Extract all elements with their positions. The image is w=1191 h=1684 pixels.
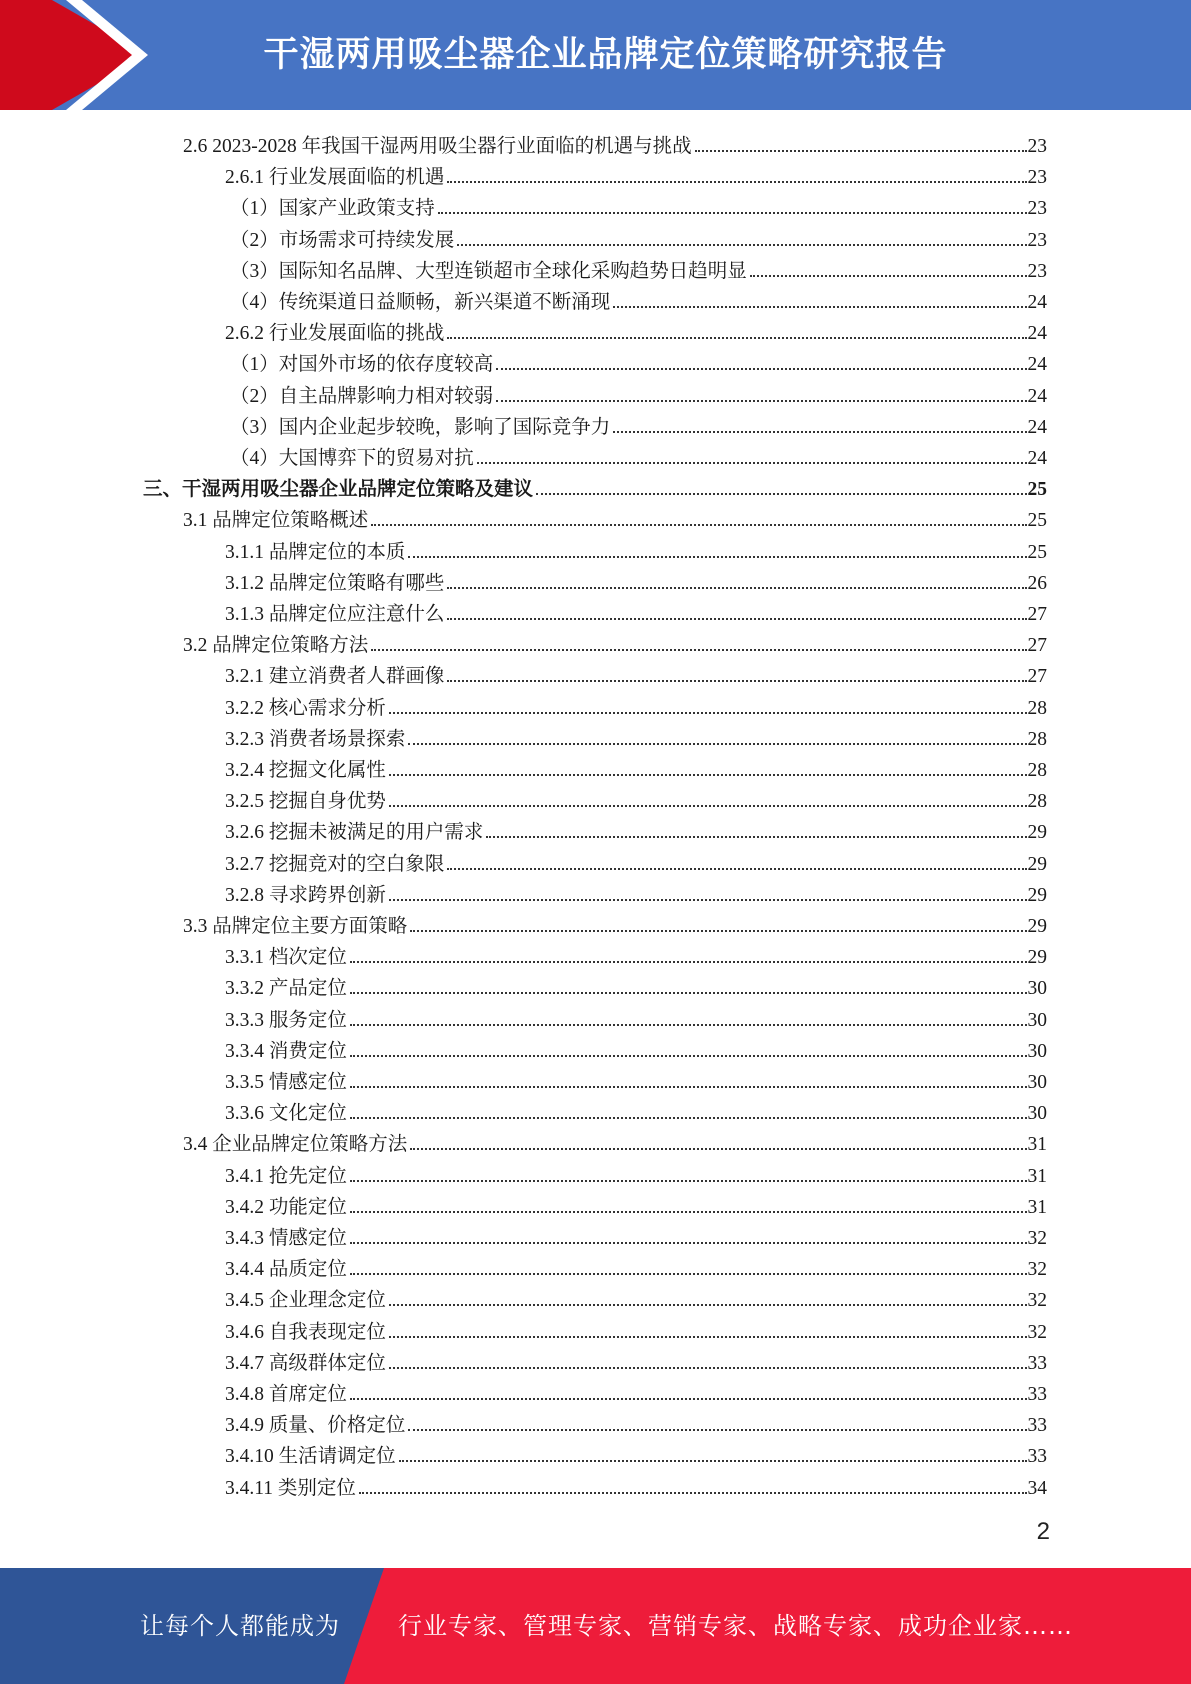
toc-entry-title: 三、干湿两用吸尘器企业品牌定位策略及建议 (143, 479, 534, 501)
toc-leader-dots (408, 742, 1026, 745)
toc-leader-dots (350, 1085, 1027, 1088)
toc-entry-title: 3.2.4 挖掘文化属性 (225, 760, 386, 781)
toc-entry[interactable] (225, 1375, 1047, 1406)
toc-entry[interactable] (230, 283, 1047, 314)
toc-entry-title: 3.3.3 服务定位 (225, 1009, 347, 1031)
toc-leader-dots (695, 149, 1027, 152)
toc-leader-dots (389, 898, 1027, 901)
toc-entry[interactable] (225, 1406, 1047, 1437)
toc-entry-page: 24 (1027, 323, 1047, 345)
toc-entry-title: 2.6 2023-2028 年我国干湿两用吸尘器行业面临的机遇与挑战 (183, 136, 692, 157)
toc-entry-title: 3.3.4 消费定位 (225, 1040, 347, 1062)
toc-entry-page: 33 (1027, 1446, 1047, 1468)
toc-entry-title: 3.2.8 寻求跨界创新 (225, 884, 386, 906)
toc-entry[interactable] (225, 720, 1047, 751)
toc-entry-page: 27 (1027, 635, 1047, 657)
toc-entry[interactable] (230, 439, 1047, 470)
toc-entry-title: 3.1.2 品牌定位策略有哪些 (225, 572, 445, 594)
toc-entry-title: 2.6.1 行业发展面临的机遇 (225, 167, 445, 189)
footer-slogan-left: 让每个人都能成为 (140, 1612, 340, 1640)
toc-entry-title: 3.4.11 类别定位 (225, 1477, 356, 1499)
toc-entry-page: 31 (1027, 1165, 1047, 1187)
toc-leader-dots (410, 929, 1026, 932)
toc-entry-title: 3.3.2 产品定位 (225, 978, 347, 1000)
toc-entry-title: 3.3 品牌定位主要方面策略 (183, 916, 408, 937)
toc-entry-page: 29 (1027, 853, 1047, 875)
toc-leader-dots (350, 1210, 1027, 1213)
toc-entry[interactable] (183, 1125, 1047, 1156)
toc-entry-title: 3.2.3 消费者场景探索 (225, 728, 406, 750)
toc-entry-title: （3）国际知名品牌、大型连锁超市全球化采购趋势日趋明显 (230, 260, 747, 282)
toc-entry-title: 3.4.4 品质定位 (225, 1259, 347, 1281)
toc-leader-dots (350, 1116, 1027, 1119)
toc-leader-dots (477, 461, 1027, 464)
toc-leader-dots (359, 1491, 1027, 1494)
toc-entry-title: （1）对国外市场的依存度较高 (230, 354, 494, 376)
toc-entry-page: 30 (1027, 1072, 1047, 1093)
toc-entry[interactable] (225, 314, 1047, 345)
toc-entry[interactable] (225, 1157, 1047, 1188)
toc-entry-page: 30 (1027, 1009, 1047, 1031)
toc-entry-page: 25 (1027, 510, 1047, 532)
toc-entry[interactable] (143, 470, 1047, 501)
toc-entry-page: 26 (1027, 572, 1047, 594)
toc-entry-page: 31 (1027, 1196, 1047, 1218)
toc-entry-page: 25 (1027, 479, 1047, 501)
toc-entry[interactable] (225, 657, 1047, 688)
toc-entry-page: 23 (1027, 136, 1047, 157)
toc-entry-title: 3.4.9 质量、价格定位 (225, 1415, 406, 1437)
toc-entry-title: 3.2.7 挖掘竞对的空白象限 (225, 853, 445, 875)
toc-entry[interactable] (225, 1250, 1047, 1281)
toc-entry[interactable] (183, 127, 1047, 158)
footer-slogan-right: 行业专家、管理专家、营销专家、战略专家、成功企业家…… (398, 1612, 1073, 1640)
toc-entry[interactable] (183, 501, 1047, 532)
toc-entry-title: 3.4.1 抢先定位 (225, 1165, 347, 1187)
toc-entry-page: 30 (1027, 978, 1047, 1000)
toc-leader-dots (613, 305, 1026, 308)
toc-leader-dots (350, 991, 1027, 994)
toc-entry-page: 29 (1027, 822, 1047, 844)
toc-entry-page: 32 (1027, 1259, 1047, 1281)
toc-entry-page: 23 (1027, 260, 1047, 282)
toc-entry-page: 29 (1027, 884, 1047, 906)
toc-leader-dots (408, 555, 1026, 558)
toc-leader-dots (350, 1397, 1027, 1400)
toc-entry[interactable] (230, 345, 1047, 376)
toc-leader-dots (399, 1459, 1027, 1462)
toc-entry[interactable] (225, 595, 1047, 626)
toc-leader-dots (613, 430, 1026, 433)
toc-entry-title: 2.6.2 行业发展面临的挑战 (225, 323, 445, 345)
toc-entry-title: 3.3.1 档次定位 (225, 947, 347, 969)
toc-entry-page: 33 (1027, 1352, 1047, 1374)
toc-entry[interactable] (225, 533, 1047, 564)
toc-leader-dots (350, 1179, 1027, 1182)
toc-entry[interactable] (230, 252, 1047, 283)
toc-entry[interactable] (230, 189, 1047, 220)
toc-entry[interactable] (225, 1344, 1047, 1375)
toc-entry[interactable] (225, 1094, 1047, 1125)
toc-leader-dots (350, 1241, 1027, 1244)
toc-entry[interactable] (225, 1219, 1047, 1250)
toc-entry[interactable] (225, 1063, 1047, 1094)
toc-entry[interactable] (225, 938, 1047, 969)
toc-entry-page: 29 (1027, 916, 1047, 937)
header-banner (0, 0, 1191, 110)
toc-entry-page: 28 (1027, 791, 1047, 813)
toc-leader-dots (447, 586, 1026, 589)
toc-entry-page: 32 (1027, 1290, 1047, 1312)
toc-entry-page: 23 (1027, 167, 1047, 189)
toc-leader-dots (447, 336, 1026, 339)
toc-leader-dots (410, 1147, 1026, 1150)
toc-entry[interactable] (230, 377, 1047, 408)
toc-entry[interactable] (225, 564, 1047, 595)
toc-entry-page: 33 (1027, 1415, 1047, 1437)
toc-entry-page: 27 (1027, 604, 1047, 625)
toc-entry-title: 3.4 企业品牌定位策略方法 (183, 1134, 408, 1156)
toc-entry-title: 3.1 品牌定位策略概述 (183, 510, 369, 532)
toc-entry[interactable] (225, 876, 1047, 907)
toc-leader-dots (371, 523, 1026, 526)
footer-banner (0, 1568, 1191, 1684)
toc-entry[interactable] (225, 1188, 1047, 1219)
toc-entry-page: 31 (1027, 1134, 1047, 1156)
toc-entry-page: 28 (1027, 697, 1047, 719)
toc-entry-title: 3.4.8 首席定位 (225, 1384, 347, 1405)
toc-entry-title: 3.2 品牌定位策略方法 (183, 635, 369, 657)
toc-entry-title: （2）自主品牌影响力相对较弱 (230, 385, 494, 407)
toc-entry-page: 30 (1027, 1103, 1047, 1125)
toc-leader-dots (457, 243, 1026, 246)
toc-leader-dots (447, 867, 1026, 870)
toc-leader-dots (350, 1272, 1027, 1275)
toc-entry-page: 32 (1027, 1228, 1047, 1249)
toc-entry-page: 23 (1027, 198, 1047, 220)
toc-entry[interactable] (225, 813, 1047, 844)
toc-entry-title: 3.4.6 自我表现定位 (225, 1321, 386, 1343)
toc-leader-dots (750, 274, 1027, 277)
toc-entry[interactable] (225, 158, 1047, 189)
toc-entry-title: （4）传统渠道日益顺畅，新兴渠道不断涌现 (230, 292, 611, 313)
toc-entry[interactable] (225, 1469, 1047, 1500)
toc-entry-title: （1）国家产业政策支持 (230, 198, 435, 220)
toc-entry-page: 24 (1027, 416, 1047, 438)
toc-entry[interactable] (225, 1001, 1047, 1032)
toc-entry-title: （3）国内企业起步较晚，影响了国际竞争力 (230, 416, 611, 438)
toc-entry-page: 24 (1027, 448, 1047, 469)
toc-leader-dots (350, 1054, 1027, 1057)
toc-entry-title: 3.4.7 高级群体定位 (225, 1352, 386, 1374)
toc-leader-dots (371, 648, 1026, 651)
toc-entry-title: （4）大国博弈下的贸易对抗 (230, 448, 474, 469)
toc-entry-title: 3.1.1 品牌定位的本质 (225, 541, 406, 563)
toc-entry-page: 23 (1027, 229, 1047, 251)
toc-entry-page: 28 (1027, 728, 1047, 750)
toc-leader-dots (408, 1428, 1026, 1431)
toc-entry-page: 27 (1027, 666, 1047, 688)
toc-entry-title: 3.4.2 功能定位 (225, 1196, 347, 1218)
toc-leader-dots (350, 1023, 1027, 1026)
toc-entry-title: 3.4.5 企业理念定位 (225, 1290, 386, 1312)
toc-entry-title: 3.2.1 建立消费者人群画像 (225, 666, 445, 688)
toc-entry-title: 3.4.3 情感定位 (225, 1228, 347, 1249)
toc-entry-page: 29 (1027, 947, 1047, 969)
toc-entry[interactable] (225, 1032, 1047, 1063)
toc-leader-dots (536, 492, 1026, 495)
toc-entry[interactable] (225, 969, 1047, 1000)
toc-entry-title: 3.1.3 品牌定位应注意什么 (225, 604, 445, 625)
toc-leader-dots (389, 1335, 1027, 1338)
toc-entry-title: 3.4.10 生活请调定位 (225, 1446, 396, 1468)
toc-entry[interactable] (225, 1281, 1047, 1312)
page-number: 2 (1036, 1518, 1050, 1545)
toc-entry[interactable] (230, 221, 1047, 252)
toc-entry-page: 25 (1027, 541, 1047, 563)
toc-entry-page: 30 (1027, 1040, 1047, 1062)
toc-leader-dots (389, 1303, 1027, 1306)
toc-leader-dots (447, 180, 1026, 183)
toc-entry[interactable] (225, 1313, 1047, 1344)
toc-entry[interactable] (183, 626, 1047, 657)
toc-leader-dots (447, 679, 1026, 682)
report-title: 干湿两用吸尘器企业品牌定位策略研究报告 (263, 35, 948, 75)
toc-entry-title: 3.3.5 情感定位 (225, 1072, 347, 1093)
toc-entry[interactable] (225, 1437, 1047, 1468)
toc-entry[interactable] (225, 689, 1047, 720)
toc-entry-page: 34 (1027, 1477, 1047, 1499)
toc-entry-title: （2）市场需求可持续发展 (230, 229, 455, 251)
toc-leader-dots (447, 617, 1026, 620)
toc-leader-dots (389, 804, 1027, 807)
toc-leader-dots (389, 711, 1027, 714)
toc-entry[interactable] (225, 751, 1047, 782)
toc-entry-page: 24 (1027, 292, 1047, 313)
toc-leader-dots (496, 399, 1026, 402)
toc-leader-dots (438, 211, 1027, 214)
toc-leader-dots (350, 960, 1027, 963)
toc-entry-page: 24 (1027, 354, 1047, 376)
toc-entry-title: 3.2.6 挖掘未被满足的用户需求 (225, 822, 484, 844)
toc-leader-dots (496, 367, 1026, 370)
toc-entry-title: 3.3.6 文化定位 (225, 1103, 347, 1125)
toc-entry-page: 33 (1027, 1384, 1047, 1405)
toc-entry[interactable] (225, 845, 1047, 876)
toc-entry-title: 3.2.2 核心需求分析 (225, 697, 386, 719)
toc-entry-page: 28 (1027, 760, 1047, 781)
toc-entry-page: 24 (1027, 385, 1047, 407)
toc-entry[interactable] (225, 782, 1047, 813)
toc-entry[interactable] (183, 907, 1047, 938)
toc-entry-page: 32 (1027, 1321, 1047, 1343)
toc-leader-dots (389, 773, 1027, 776)
toc-entry-title: 3.2.5 挖掘自身优势 (225, 791, 386, 813)
toc-leader-dots (389, 1366, 1027, 1369)
toc-entry[interactable] (230, 408, 1047, 439)
toc-leader-dots (486, 835, 1026, 838)
